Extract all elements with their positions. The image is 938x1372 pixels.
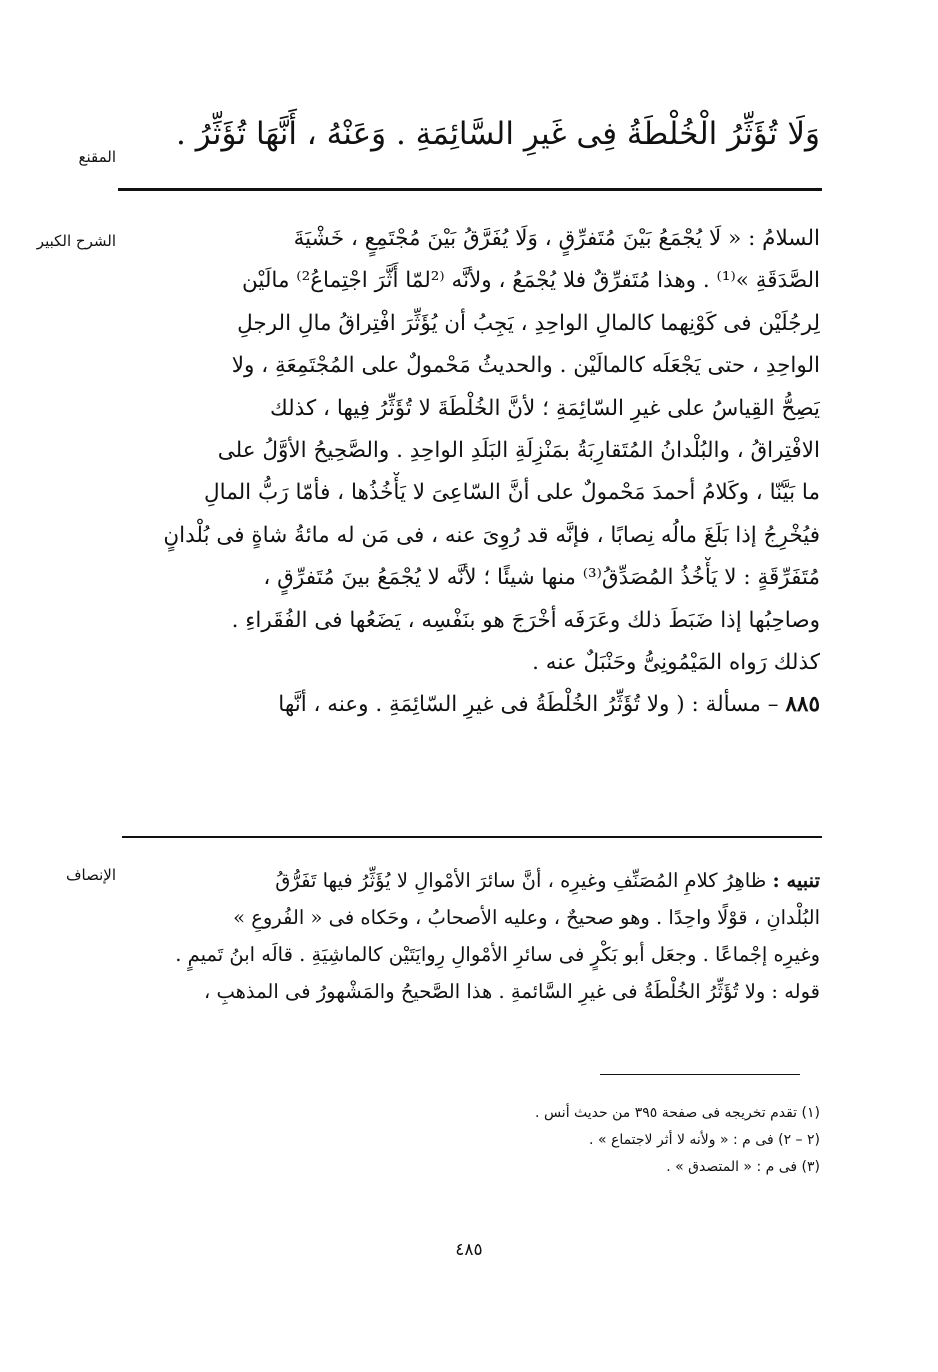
sharh-line: السلامُ : « لَا يُجْمَعُ بَيْنَ مُتَفرِّقٍ ، وَلَا يُفَرَّقُ بَيْنَ مُجْتَمِعٍ ، خَشْيَةَ bbox=[293, 226, 820, 251]
footnote-item: (٣) فى م : « المتصدق » . bbox=[666, 1159, 820, 1175]
sharh-line: ما بَيَّنّا ، وكَلامُ أحمدَ مَحْمولٌ على أنَّ السّاعِىَ لا يَأْخُذُها ، فأمّا رَبُّ المالِ bbox=[204, 480, 820, 506]
sharh-line: مُتَفَرِّقَةٍ : لا يَأْخُذُ المُصَدِّقُ⁽³⁾ منها شيئًا ؛ لأنَّه لا يُجْمَعُ بينَ مُتَفرِّقٍ ، bbox=[263, 565, 820, 591]
side-label-muqni: المقنع bbox=[78, 148, 116, 166]
sharh-line: الافْتِراقُ ، والبُلْدانُ المُتَقارِبَةُ بمَنْزِلَةِ البَلَدِ الواحِدِ . والصَّحِيحُ الأوَّلُ على bbox=[217, 438, 820, 464]
footnote-item: (١) تقدم تخريجه فى صفحة ٣٩٥ من حديث أنس . bbox=[535, 1105, 820, 1121]
side-label-insaf: الإنصاف bbox=[65, 866, 116, 884]
footnotes bbox=[200, 1100, 820, 1181]
insaf-line bbox=[130, 862, 820, 899]
muqni-line: وَلَا تُؤَثِّرُ الْخُلْطَةُ فِى غَيرِ السَّائِمَةِ . وَعَنْهُ ، أَنَّهَا تُؤَثِّرُ . bbox=[176, 116, 820, 152]
masala-text: – مسألة : ( ولا تُؤَثِّرُ الخُلْطَةُ فى غيرِ السّائِمَةِ . وعنه ، أنَّها bbox=[278, 692, 779, 718]
muqni-section bbox=[130, 108, 820, 160]
sharh-line: الواحِدِ ، حتى يَجْعَلَه كالمالَيْن . والحديثُ مَحْمولٌ على المُجْتَمِعَةِ ، ولا bbox=[231, 353, 820, 379]
section-divider-thick bbox=[118, 188, 822, 191]
sharh-line: كذلك رَواه المَيْمُونِىُّ وحَنْبَلٌ عنه . bbox=[532, 650, 820, 676]
insaf-line: وغيرِه إجْماعًا . وجعَل أبو بَكْرٍ فى سائرِ الأمْوالِ رِوايَتَيْن كالماشِيَةِ . قالَه ابنُ تَميمٍ . bbox=[175, 943, 820, 966]
side-label-sharh: الشرح الكبير bbox=[36, 232, 116, 250]
insaf-section bbox=[130, 862, 820, 1010]
section-divider-thin bbox=[122, 836, 822, 838]
masala-line bbox=[130, 684, 820, 726]
sharh-line: يَصِحُّ القِياسُ على غيرِ السّائِمَةِ ؛ لأنَّ الخُلْطَةَ لا تُؤَثِّرُ فِيها ، كذلك bbox=[270, 395, 820, 421]
tanbih-label: تنبيه : bbox=[772, 869, 820, 892]
insaf-line: البُلْدانِ ، قوْلًا واحِدًا . وهو صحيحٌ ، وعليه الأصحابُ ، وحَكاه فى « الفُروعِ » bbox=[233, 906, 820, 929]
masala-number: ٨٨٥ bbox=[785, 692, 820, 718]
page-number: ٤٨٥ bbox=[455, 1240, 483, 1260]
sharh-line: الصَّدَقَةِ »⁽¹⁾ . وهذا مُتَفرِّقٌ فلا يُجْمَعُ ، ولأنَّه ⁽²لمّا أَثَّرَ اجْتِماعُ²⁾ مالَيْن bbox=[241, 268, 820, 294]
sharh-section bbox=[130, 218, 820, 727]
footnote-item: (٢ – ٢) فى م : « ولأنه لا أثر لاجتماع » . bbox=[589, 1132, 820, 1148]
insaf-line: قوله : ولا تُؤَثِّرُ الخُلْطَةُ فى غيرِ السَّائمةِ . هذا الصَّحيحُ والمَشْهورُ فى المذهبِ ، bbox=[203, 980, 820, 1003]
footnote-divider bbox=[600, 1074, 800, 1075]
insaf-line1-text: ظاهِرُ كلامِ المُصَنِّفِ وغيرِه ، أنَّ سائرَ الأمْوالِ لا يُؤَثِّرُ فيها تَفَرُّقُ bbox=[275, 869, 767, 892]
sharh-line: وصاحِبُها إذا ضَبَطَ ذلك وعَرَفَه أخْرَجَ هو بنَفْسِه ، يَضَعُها فى الفُقَراءِ . bbox=[231, 607, 820, 633]
sharh-line: لِرجُلَيْن فى كَوْنِهما كالمالِ الواحِدِ ، يَجِبُ أن يُؤَثِّرَ افْتِراقُ مالِ الرجلِ bbox=[237, 310, 820, 336]
sharh-line: فيُخْرِجُ إذا بَلَغَ مالُه نِصابًا ، فإنَّه قد رُوِىَ عنه ، فى مَن له مائةُ شاةٍ فى بُلْدانٍ bbox=[163, 522, 820, 548]
